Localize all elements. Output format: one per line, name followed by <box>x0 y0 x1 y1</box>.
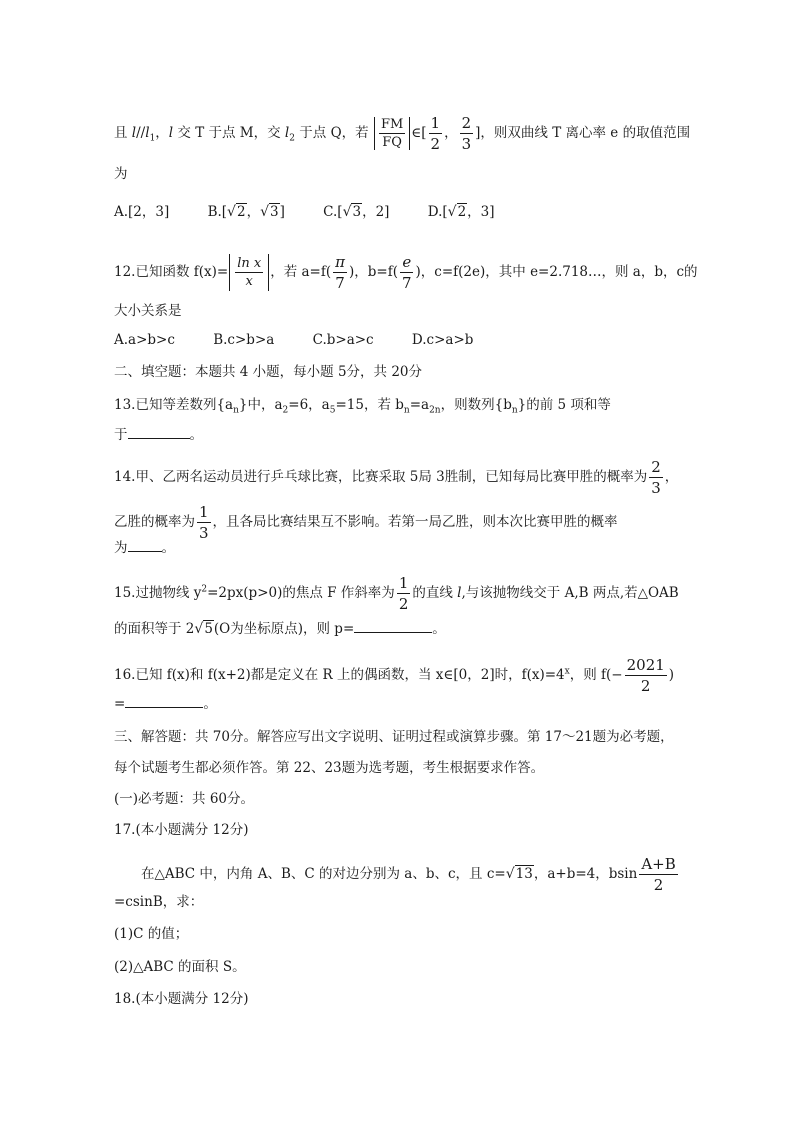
section-solution-heading-line1: 三、解答题：共 70分。解答应写出文字说明、证明过程或演算步骤。第 17～21题为必考题， <box>114 729 674 745</box>
q16-fraction: $\frac{2021}{2}$ <box>626 656 665 695</box>
q11-condition-line: 且 $l//l_1$，l 交 T 于点 M，交 $l_2$ 于点 Q，若 $\frac{FM}{FQ}$ ∈[ $\frac{1}{2}$ ， $\frac{2}{3}$ ]，则双曲线 T 离心率 e 的取值范围 <box>114 114 691 153</box>
q11-option-c: C.[√3，2] <box>323 204 390 220</box>
q15-answer-blank[interactable] <box>354 620 432 633</box>
section-solution-heading-line2: 每个试题考生都必须作答。第 22、23题为选考题，考生根据要求作答。 <box>114 760 545 776</box>
pi-over-7-fraction: $\frac{\pi}{7}$ <box>335 253 345 292</box>
q17-line2: =csinB，求： <box>114 894 204 910</box>
q11-option-a: A.[2，3] <box>114 204 170 220</box>
q17-stem: 在△ABC 中，内角 A、B、C 的对边分别为 a、b、c，且 c=√13，a+b=4，bsin $\frac{A+B}{2}$ <box>141 855 676 894</box>
q14-stem: 14.甲、乙两名运动员进行乒乓球比赛，比赛采取 5局 3胜制，已知每局比赛甲胜的概率为 $\frac{2}{3}$ ， <box>114 458 679 497</box>
q12-option-a: A.a>b>c <box>114 332 175 348</box>
e-over-7-fraction: $\frac{e}{7}$ <box>401 253 412 292</box>
q17-part1: (1)C 的值； <box>114 926 189 942</box>
q17-title: 17.(本小题满分 12分) <box>114 822 249 838</box>
ln-abs <box>229 254 269 291</box>
q13-stem: 13.已知等差数列$\{a_n\}$中，$a_2=6$，$a_5=15$，若 $b_n=a_{2n}$，则数列$\{b_n\}$的前 5 项和等 <box>114 397 611 416</box>
q17-part2: (2)△ABC 的面积 S。 <box>114 959 246 975</box>
two-thirds-fraction: $\frac{2}{3}$ <box>461 114 472 153</box>
q11-option-d: D.[√2，3] <box>427 204 495 220</box>
q12-options <box>114 330 507 350</box>
q18-title: 18.(本小题满分 12分) <box>114 991 249 1007</box>
lnx-over-x-fraction: $\frac{\text{ln x}}{x}$ <box>237 256 262 289</box>
half-fraction: $\frac{1}{2}$ <box>430 114 441 153</box>
q15-slope-fraction: $\frac{1}{2}$ <box>398 574 409 613</box>
q15-stem: 15.过抛物线 $y^2=2px(p>0)$的焦点 F 作斜率为 $\frac{1}{2}$ 的直线 l,与该抛物线交于 A,B 两点,若△OAB <box>114 574 679 613</box>
required-questions-heading: (一)必考题：共 60分。 <box>114 791 255 807</box>
q14-line3: 为 。 <box>114 540 175 556</box>
q11-options <box>114 202 529 222</box>
q14-answer-blank[interactable] <box>128 539 162 552</box>
q14-two-thirds: $\frac{2}{3}$ <box>651 458 661 497</box>
q16-answer-blank[interactable] <box>125 695 203 708</box>
q12-option-d: D.c>a>b <box>411 332 474 348</box>
q12-line2: 大小关系是 <box>114 303 182 319</box>
fm-fq-fraction: $\frac{FM}{FQ}$ <box>380 117 404 150</box>
ratio-abs <box>374 117 410 150</box>
q16-stem: 16.已知 f(x)和 f(x+2)都是定义在 R 上的偶函数，当 x∈[0，2]时，$f(x)=4^x$，则 f(− $\frac{2021}{2}$ ) <box>114 656 675 695</box>
q11-line2: 为 <box>114 166 128 182</box>
q14-line2: 乙胜的概率为 $\frac{1}{3}$ ，且各局比赛结果互不影响。若第一局乙胜，则本次比赛甲胜的概率 <box>114 503 618 542</box>
q11-option-b: B.[√2，√3] <box>207 204 285 220</box>
q16-line2: = 。 <box>114 696 217 712</box>
q13-line2: 于 。 <box>114 427 203 443</box>
q15-line2: 的面积等于 2√5(O为坐标原点)，则 p= 。 <box>114 621 446 637</box>
section-fill-in-heading: 二、填空题：本题共 4 小题，每小题 5分，共 20分 <box>114 364 423 380</box>
q12-option-b: B.c>b>a <box>213 332 275 348</box>
q14-one-third: $\frac{1}{3}$ <box>199 503 209 542</box>
q13-answer-blank[interactable] <box>128 426 190 439</box>
q12-stem: 12.已知函数 f(x)= $\frac{\text{ln x}}{x}$ ，若 a=f( $\frac{\pi}{7}$ )，b=f( $\frac{e}{7}$ )，c=f(2e)，其中 e=2.718…，则 a，b，c的 <box>114 253 698 292</box>
q12-option-c: C.b>a>c <box>312 332 374 348</box>
q17-half-angle-fraction: $\frac{A+B}{2}$ <box>641 855 676 894</box>
